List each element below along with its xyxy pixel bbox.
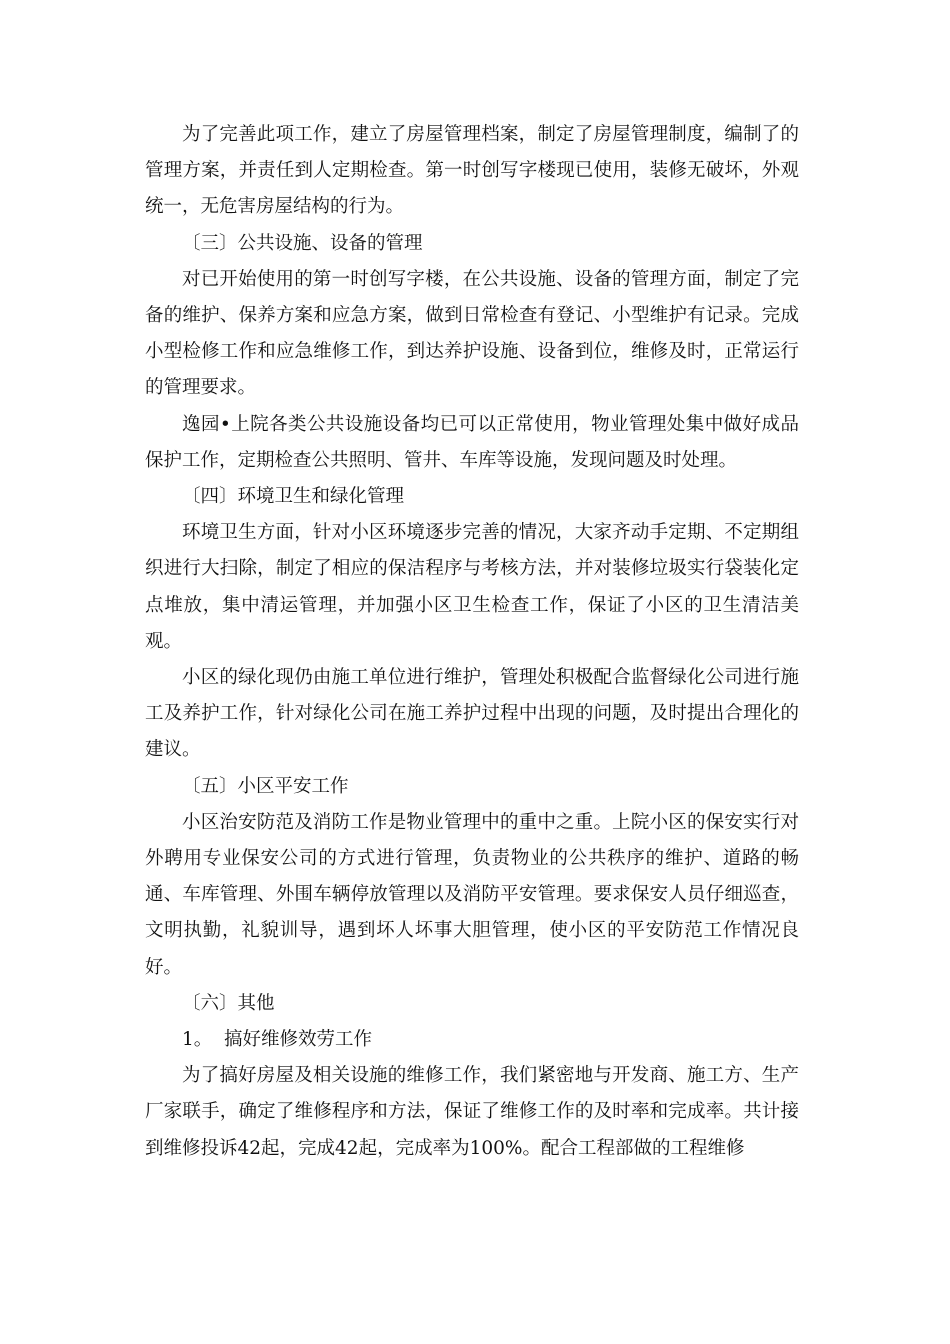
paragraph: 小区治安防范及消防工作是物业管理中的重中之重。上院小区的保安实行对外聘用专业保安公司的方式进行管理，负责物业的公共秩序的维护、道路的畅通、车库管理、外围车辆停放管理以及消防平安管理。要求保安人员仔细巡查，文明执勤，礼貌训导，遇到坏人坏事大胆管理，使小区的平安防范工作情况良好。 <box>145 811 799 978</box>
list-item: 1。 搞好维修效劳工作 <box>182 1029 373 1051</box>
section-heading-6: 〔六〕其他 <box>182 992 275 1014</box>
section-heading-3: 〔三〕公共设施、设备的管理 <box>182 232 423 254</box>
paragraph: 对已开始使用的第一时创写字楼，在公共设施、设备的管理方面，制定了完备的维护、保养方案和应急方案，做到日常检查有登记、小型维护有记录。完成小型检修工作和应急维修工作，到达养护设施、设备到位，维修及时，正常运行的管理要求。 <box>145 268 799 399</box>
paragraph: 逸园•上院各类公共设施设备均已可以正常使用，物业管理处集中做好成品保护工作，定期检查公共照明、管井、车库等设施，发现问题及时处理。 <box>145 413 799 471</box>
paragraph: 小区的绿化现仍由施工单位进行维护，管理处积极配合监督绿化公司进行施工及养护工作，针对绿化公司在施工养护过程中出现的问题，及时提出合理化的建议。 <box>145 667 799 761</box>
paragraph: 为了搞好房屋及相关设施的维修工作，我们紧密地与开发商、施工方、生产厂家联手，确定了维修程序和方法，保证了维修工作的及时率和完成率。共计接到维修投诉42起，完成42起，完成率为100%。配合工程部做的工程维修 <box>145 1065 799 1159</box>
paragraph: 环境卫生方面，针对小区环境逐步完善的情况，大家齐动手定期、不定期组织进行大扫除，制定了相应的保洁程序与考核方法，并对装修垃圾实行袋装化定点堆放，集中清运管理，并加强小区卫生检查工作，保证了小区的卫生清洁美观。 <box>145 522 799 652</box>
section-heading-4: 〔四〕环境卫生和绿化管理 <box>182 486 405 508</box>
paragraph: 为了完善此项工作，建立了房屋管理档案，制定了房屋管理制度，编制了的管理方案，并责任到人定期检查。第一时创写字楼现已使用，装修无破坏，外观统一，无危害房屋结构的行为。 <box>145 124 799 218</box>
section-heading-5: 〔五〕小区平安工作 <box>182 775 349 797</box>
document-page <box>145 117 799 1167</box>
